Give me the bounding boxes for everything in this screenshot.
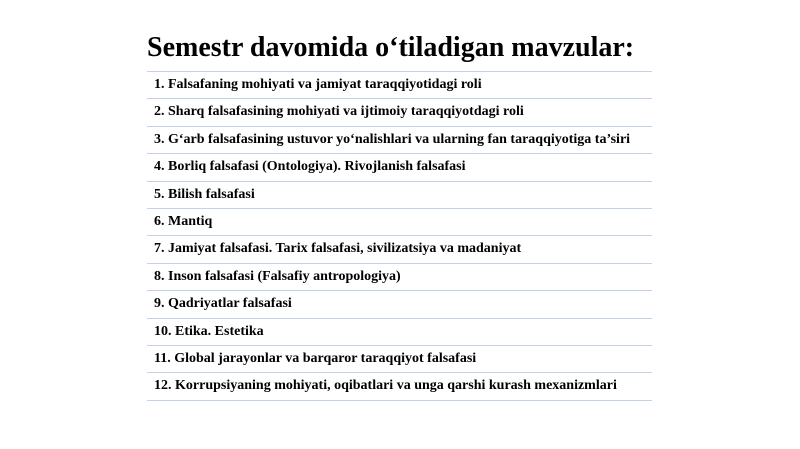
slide-title: Semestr davomida o‘tiladigan mavzular: bbox=[147, 32, 635, 63]
topic-item-5: 5. Bilish falsafasi bbox=[147, 182, 652, 209]
topic-item-11: 11. Global jarayonlar va barqaror taraqqiyot falsafasi bbox=[147, 346, 652, 373]
topic-item-4: 4. Borliq falsafasi (Ontologiya). Rivojlanish falsafasi bbox=[147, 154, 652, 181]
topic-item-3: 3. G‘arb falsafasining ustuvor yo‘nalishlari va ularning fan taraqqiyotiga ta’siri bbox=[147, 127, 652, 154]
topic-item-9: 9. Qadriyatlar falsafasi bbox=[147, 291, 652, 318]
topic-item-1: 1. Falsafaning mohiyati va jamiyat taraqqiyotidagi roli bbox=[147, 72, 652, 99]
topic-item-12: 12. Korrupsiyaning mohiyati, oqibatlari va unga qarshi kurash mexanizmlari bbox=[147, 373, 652, 400]
topic-item-2: 2. Sharq falsafasining mohiyati va ijtimoiy taraqqiyotdagi roli bbox=[147, 99, 652, 126]
topic-item-6: 6. Mantiq bbox=[147, 209, 652, 236]
topic-item-7: 7. Jamiyat falsafasi. Tarix falsafasi, sivilizatsiya va madaniyat bbox=[147, 236, 652, 263]
topic-item-10: 10. Etika. Estetika bbox=[147, 319, 652, 346]
topic-item-8: 8. Inson falsafasi (Falsafiy antropologiya) bbox=[147, 264, 652, 291]
topic-list bbox=[147, 71, 652, 401]
